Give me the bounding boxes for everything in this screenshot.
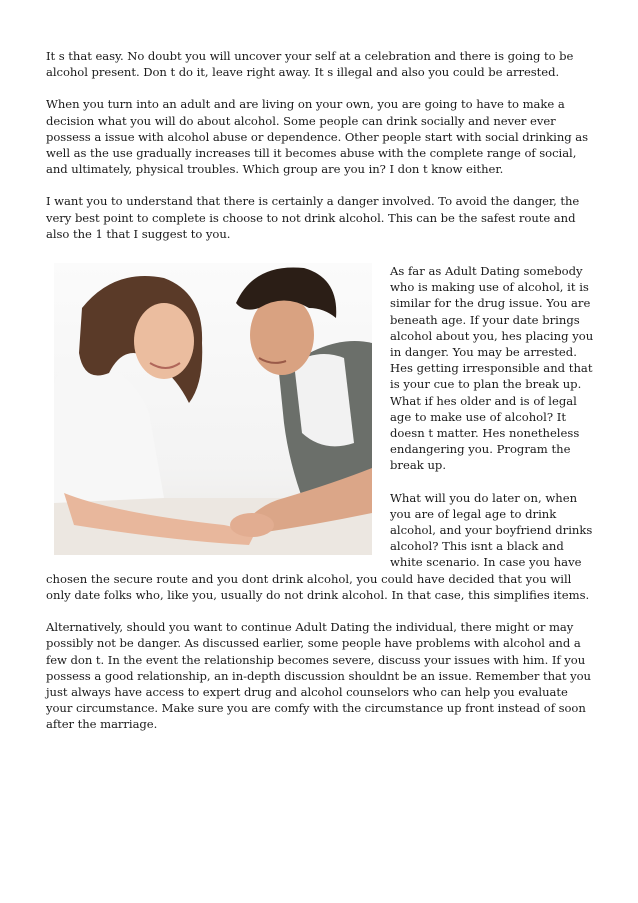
document-page bbox=[46, 48, 594, 733]
paragraph-2: When you turn into an adult and are living on your own, you are going to have to make a decision what you will do about alcohol. Some people can drink socially and never ever possess a issue with alcohol abuse or dependence. Other people start with social drinking as well as the use gradually increases till it becomes abuse with the complete range of social, and ultimately, physical troubles. Which group are you in? I don t know either. bbox=[46, 97, 589, 177]
closing-paragraph: Alternatively, should you want to continue Adult Dating the individual, there might or may possibly not be danger. As discussed earlier, some people have problems with alcohol and a few don t. In the event the relationship becomes severe, discuss your issues with him. If you possess a good relationship, an in-depth discussion shouldnt be an issue. Remember that you just always have access to expert drug and alcohol counselors who can help you evaluate your circumstance. Make sure you are comfy with the circumstance up front instead of soon after the marriage. bbox=[46, 620, 591, 732]
paragraph-3: I want you to understand that there is certainly a danger involved. To avoid the danger, the very best point to complete is choose to not drink alcohol. This can be the safest route and also the 1 that I suggest to you. bbox=[46, 194, 580, 241]
couple-photo bbox=[54, 263, 372, 555]
float-paragraph-1: As far as Adult Dating somebody who is making use of alcohol, it is similar for the drug issue. You are beneath age. If your date brings alcohol about you, hes placing you in danger. You may be arrested. Hes getting irresponsible and that is your cue to plan the break up. What if hes older and is of legal age to make use of alcohol? It doesn t matter. Hes nonetheless endangering you. Program the break up. bbox=[390, 264, 594, 473]
float-paragraph-2: What will you do later on, when you are of legal age to drink alcohol, and your boyfriend drinks alcohol? This isnt a black and white scenario. In case you have chosen the secure route and you dont drink alcohol, you could have decided that you will only date folks who, like you, usually do not drink alcohol. In that case, this simplifies items. bbox=[46, 490, 593, 602]
couple-illustration bbox=[54, 263, 372, 555]
paragraph-1: It s that easy. No doubt you will uncover your self at a celebration and there is going to be alcohol present. Don t do it, leave right away. It s illegal and also you could be arrested. bbox=[46, 49, 574, 80]
